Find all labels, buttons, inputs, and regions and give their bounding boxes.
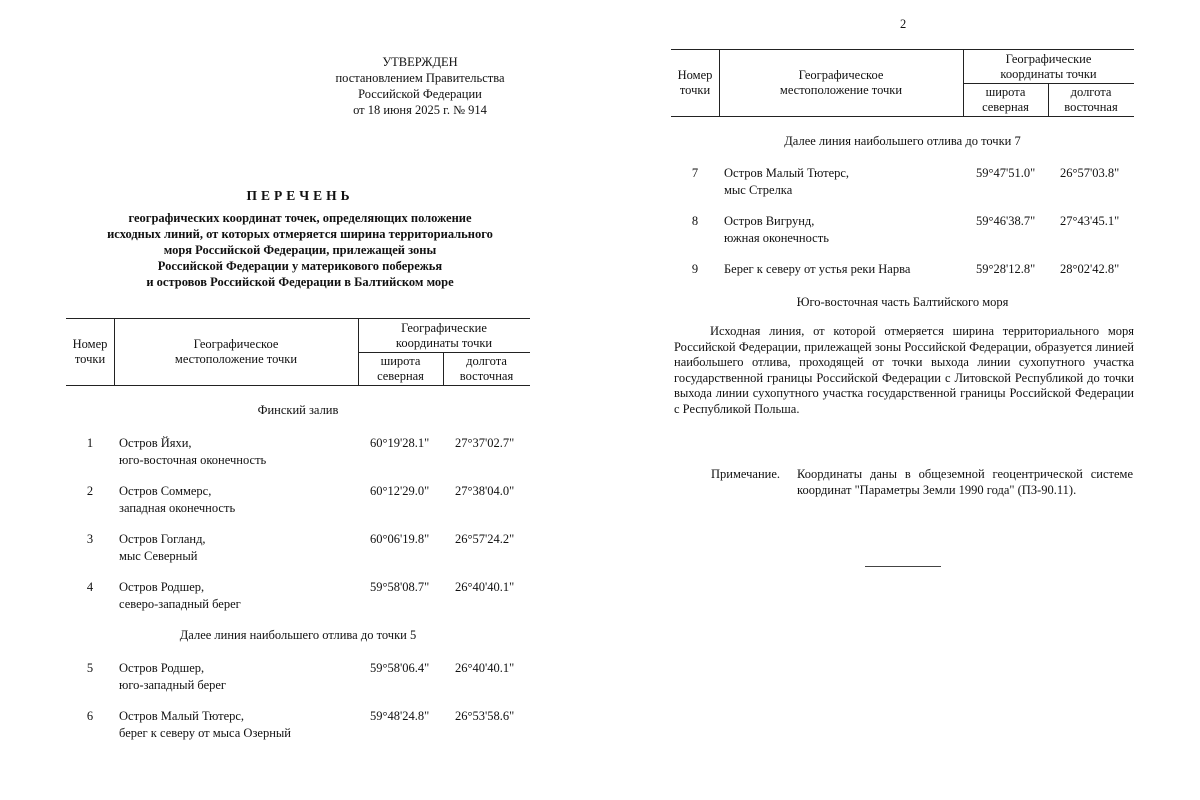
point-number: 2 — [86, 484, 94, 498]
point-longitude: 27°37'02.7" — [455, 436, 515, 450]
point-location: Остров Соммерс, западная оконечность — [119, 484, 236, 515]
point-latitude: 59°58'08.7" — [370, 580, 430, 594]
header-latitude: широта северная — [377, 354, 424, 383]
point-location: Остров Родшер, северо-западный берег — [119, 580, 241, 611]
point-longitude: 26°40'40.1" — [455, 580, 515, 594]
point-number: 7 — [691, 166, 699, 180]
point-longitude: 26°40'40.1" — [455, 661, 515, 675]
header-number: Номер точки — [677, 68, 713, 97]
point-latitude: 59°58'06.4" — [370, 661, 430, 675]
point-latitude: 60°12'29.0" — [370, 484, 430, 498]
point-location: Остров Родшер, юго-западный берег — [119, 661, 227, 692]
approval-line: Российской Федерации — [358, 87, 482, 101]
page-number: 2 — [900, 17, 907, 31]
subtitle-line: моря Российской Федерации, прилежащей зоны — [163, 243, 437, 257]
section-heading: Юго-восточная часть Балтийского моря — [796, 295, 1009, 309]
note-label: Примечание. — [711, 467, 781, 481]
subtitle-line: и островов Российской Федерации в Балтийском море — [146, 275, 454, 289]
section-heading: Далее линия наибольшего отлива до точки 5 — [179, 628, 417, 642]
point-longitude: 26°57'03.8" — [1060, 166, 1120, 180]
point-location: Остров Малый Тютерс, берег к северу от мыса Озерный — [119, 709, 291, 740]
header-location: Географическое местоположение точки — [779, 68, 903, 97]
document-page-2 — [600, 0, 1200, 800]
point-latitude: 60°19'28.1" — [370, 436, 430, 450]
point-number: 3 — [86, 532, 94, 546]
point-number: 8 — [691, 214, 699, 228]
point-longitude: 28°02'42.8" — [1060, 262, 1120, 276]
point-longitude: 27°43'45.1" — [1060, 214, 1120, 228]
table-row — [0, 579, 600, 613]
end-divider — [865, 566, 941, 567]
note-text: Координаты даны в общеземной геоцентрической системе координат "Параметры Земли 1990 года" (ПЗ-90.11). — [797, 467, 1133, 497]
header-coords: Географические координаты точки — [395, 321, 493, 350]
header-coords: Географические координаты точки — [1000, 52, 1097, 81]
section-heading: Финский залив — [257, 403, 339, 417]
subtitle-line: географических координат точек, определяющих положение — [128, 211, 472, 225]
table-header — [671, 49, 1134, 117]
point-longitude: 27°38'04.0" — [455, 484, 515, 498]
approval-line: УТВЕРЖДЕН — [382, 55, 458, 69]
header-location: Географическое местоположение точки — [174, 337, 298, 366]
section-heading: Далее линия наибольшего отлива до точки 7 — [784, 134, 1021, 148]
point-latitude: 59°46'38.7" — [976, 214, 1036, 228]
table-header — [66, 318, 530, 386]
point-latitude: 60°06'19.8" — [370, 532, 430, 546]
table-row — [0, 483, 600, 517]
subtitle-line: Российской Федерации у материкового побережья — [157, 259, 443, 273]
point-longitude: 26°57'24.2" — [455, 532, 515, 546]
point-location: Остров Гогланд, мыс Северный — [119, 532, 206, 563]
subtitle-line: исходных линий, от которых отмеряется ширина территориального — [107, 227, 493, 241]
approval-block — [290, 54, 550, 118]
header-longitude: долгота восточная — [459, 354, 514, 383]
table-row — [600, 213, 1200, 247]
table-row — [0, 708, 600, 742]
header-latitude: широта северная — [982, 85, 1029, 114]
table-row — [600, 165, 1200, 199]
point-number: 1 — [86, 436, 94, 450]
point-number: 5 — [86, 661, 94, 675]
header-number: Номер точки — [72, 337, 108, 366]
table-row — [600, 261, 1200, 295]
point-latitude: 59°48'24.8" — [370, 709, 430, 723]
header-longitude: долгота восточная — [1064, 85, 1118, 114]
approval-line: постановлением Правительства — [335, 71, 505, 85]
point-number: 6 — [86, 709, 94, 723]
point-location: Остров Вигрунд, южная оконечность — [724, 214, 829, 245]
point-number: 9 — [691, 262, 699, 276]
point-latitude: 59°47'51.0" — [976, 166, 1036, 180]
approval-line: от 18 июня 2025 г. № 914 — [353, 103, 487, 117]
point-location: Остров Йяхи, юго-восточная оконечность — [119, 436, 267, 467]
point-longitude: 26°53'58.6" — [455, 709, 515, 723]
point-number: 4 — [86, 580, 94, 594]
document-title: ПЕРЕЧЕНЬ — [246, 188, 354, 203]
table-row — [0, 435, 600, 469]
table-row — [0, 531, 600, 565]
point-location: Остров Малый Тютерс, мыс Стрелка — [724, 166, 850, 197]
document-subtitle — [40, 210, 560, 290]
body-paragraph: Исходная линия, от которой отмеряется ширина территориального моря Российской Федерации, прилежащей зоны Российской Федерации, образуется линией наибольшего отлива, проходящей от точки выхода линии сухопутного участка государственной границы Российской Федерации с Литовской Республикой до точки выхода линии сухопутного участка государственной границы Российской Федерации с Республикой Польша. — [674, 324, 1134, 416]
point-location: Берег к северу от устья реки Нарва — [724, 262, 911, 276]
table-row — [0, 660, 600, 694]
point-latitude: 59°28'12.8" — [976, 262, 1036, 276]
